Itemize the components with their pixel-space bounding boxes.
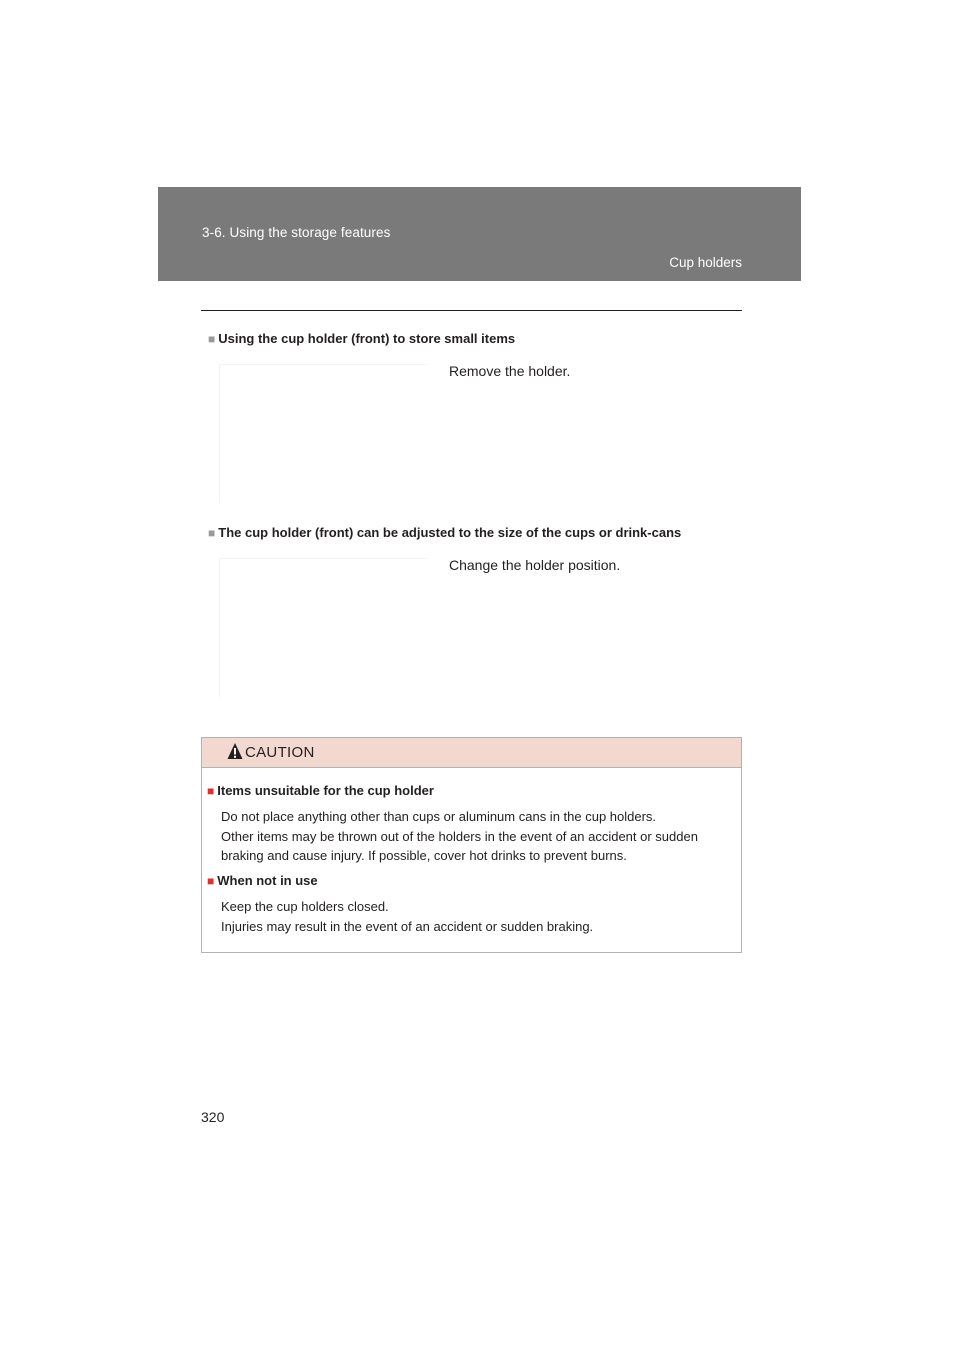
caution-header [202,738,741,768]
figure-caption: Remove the holder. [449,363,571,379]
topic-title: Cup holders [669,255,742,270]
sub-heading-text: The cup holder (front) can be adjusted to the size of the cups or drink-cans [218,525,682,540]
divider-rule [201,310,742,311]
page-number: 320 [201,1109,225,1125]
caution-item-body [221,807,698,866]
square-bullet-icon: ■ [207,874,215,888]
caution-item-heading-text: Items unsuitable for the cup holder [217,783,434,798]
caution-title: CAUTION [245,744,315,761]
section-header-band [158,187,801,281]
sub-heading-store-small-items [208,331,515,346]
caution-item-heading-text: When not in use [217,873,318,888]
caution-line: Other items may be thrown out of the holders in the event of an accident or sudden [221,828,698,844]
figure-remove-holder [219,364,427,503]
sub-heading-adjust-size [208,525,681,540]
figure-caption: Change the holder position. [449,557,621,573]
caution-line: braking and cause injury. If possible, cover hot drinks to prevent burns. [221,848,627,863]
caution-line: Injuries may result in the event of an accident or sudden braking. [221,918,594,934]
section-title: 3-6. Using the storage features [202,225,391,240]
caution-box [201,737,742,953]
caution-item-heading [207,783,434,798]
figure-change-position [219,558,427,697]
warning-triangle-icon [227,742,243,765]
square-bullet-icon: ■ [208,526,216,540]
caution-line: Keep the cup holders closed. [221,899,389,914]
square-bullet-icon: ■ [208,332,216,346]
sub-heading-text: Using the cup holder (front) to store small items [218,331,516,346]
caution-item-heading [207,873,318,888]
caution-line: Do not place anything other than cups or aluminum cans in the cup holders. [221,809,657,824]
caution-item-body [221,897,593,936]
square-bullet-icon: ■ [207,784,215,798]
